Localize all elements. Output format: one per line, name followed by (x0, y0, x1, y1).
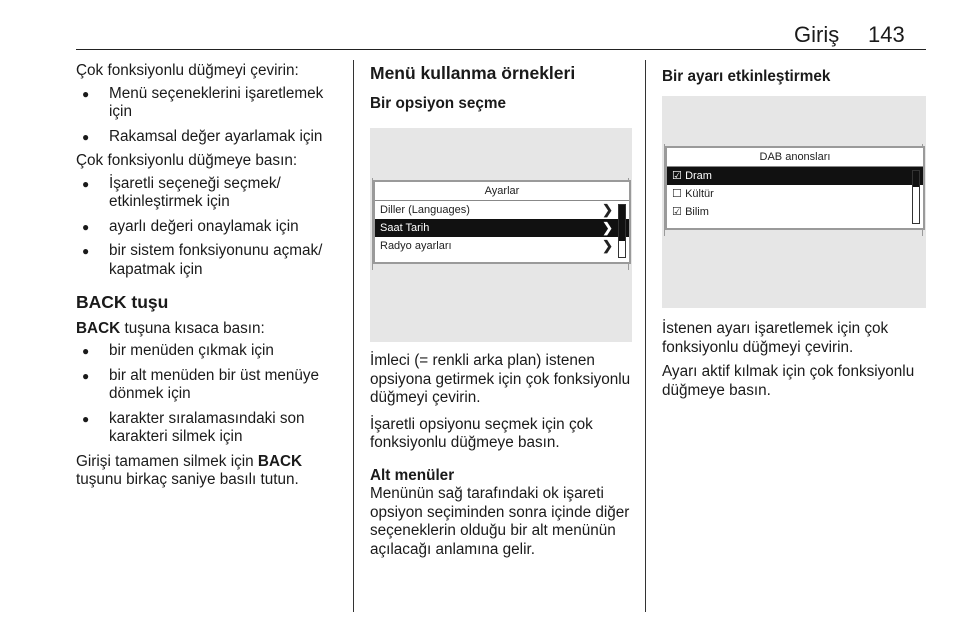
menu-title: Ayarlar (375, 182, 629, 201)
column-1 (76, 62, 338, 490)
dab-screen-image (662, 96, 926, 308)
back-intro (76, 320, 338, 339)
back-hold-text (76, 453, 338, 490)
page-number: 143 (868, 22, 905, 47)
menu-item-label: Radyo ayarları (380, 240, 452, 252)
mark-instruction: İstenen ayarı işaretlemek için çok fonksiyonlu düğmeyi çevirin. (662, 320, 889, 356)
section-title: Giriş (794, 22, 840, 47)
column-divider (645, 60, 646, 612)
menu-item-languages (375, 201, 629, 219)
column-divider (353, 60, 354, 612)
scrollbar-thumb (619, 205, 625, 241)
menu-item-label: Dram (685, 170, 712, 182)
list-item: ● Menü seçeneklerini işaretlemek için (76, 85, 338, 122)
list-item: ● karakter sıralamasındaki son karakteri silmek için (76, 410, 338, 447)
chevron-right-icon: ❯ (602, 238, 613, 253)
back-heading: BACK tuşu (76, 292, 169, 312)
scrollbar (618, 204, 626, 258)
column-3-text (662, 320, 928, 400)
back-list (76, 342, 338, 447)
back-intro-text: tuşuna kısaca basın: (120, 319, 265, 337)
chevron-right-icon: ❯ (602, 220, 613, 235)
rotate-intro: Çok fonksiyonlu düğmeyi çevirin: (76, 62, 299, 79)
settings-menu (373, 180, 631, 264)
select-instruction: İşaretli opsiyonu seçmek için çok fonksiyonlu düğmeye basın. (370, 415, 593, 451)
list-item: ● bir sistem fonksiyonunu açmak/ kapatmak için (76, 242, 338, 279)
list-item: ● bir alt menüden bir üst menüye dönmek için (76, 367, 338, 404)
back-key-label: BACK (76, 319, 121, 337)
checkbox-empty-icon: ☐ (672, 188, 682, 200)
menu-item-label: Bilim (685, 206, 709, 218)
list-item: ● ayarlı değeri onaylamak için (76, 218, 338, 237)
list-item: ● Rakamsal değer ayarlamak için (76, 128, 338, 147)
menu-item-time-date (375, 219, 629, 237)
menu-item-label: Saat Tarih (380, 222, 430, 234)
header-rule (76, 49, 926, 50)
page-header (0, 0, 960, 50)
menu-item-drama (667, 167, 923, 185)
column-2 (370, 62, 632, 113)
press-list (76, 175, 338, 280)
submenu-heading: Alt menüler (370, 466, 455, 484)
menu-item-culture (667, 185, 923, 203)
dab-menu (665, 146, 925, 230)
column-3 (662, 62, 928, 87)
menu-title: DAB anonsları (667, 148, 923, 167)
back-hold-part: Girişi tamamen silmek için (76, 452, 258, 470)
activate-heading: Bir ayarı etkinleştirmek (662, 68, 831, 85)
scrollbar (912, 170, 920, 224)
checkbox-checked-icon: ☑ (672, 170, 682, 182)
menu-item-label: Kültür (685, 188, 714, 200)
select-option-heading: Bir opsiyon seçme (370, 94, 507, 112)
checkbox-checked-icon: ☑ (672, 206, 682, 218)
list-item: ● bir menüden çıkmak için (76, 342, 338, 361)
list-item: ● İşaretli seçeneği seçmek/ etkinleştirmek için (76, 175, 338, 212)
back-hold-part: tuşunu birkaç saniye basılı tutun. (76, 471, 299, 488)
menu-item-radio-settings (375, 237, 629, 255)
scrollbar-thumb (913, 171, 919, 187)
back-key-label: BACK (257, 452, 303, 470)
menu-item-science (667, 203, 923, 221)
press-intro: Çok fonksiyonlu düğmeye basın: (76, 152, 298, 169)
examples-heading: Menü kullanma örnekleri (370, 63, 576, 83)
rotate-list (76, 85, 338, 147)
activate-instruction: Ayarı aktif kılmak için çok fonksiyonlu düğmeye basın. (662, 363, 915, 399)
menu-item-label: Diller (Languages) (380, 204, 470, 216)
chevron-right-icon: ❯ (602, 202, 613, 217)
column-2-text (370, 352, 632, 559)
cursor-instruction: İmleci (= renkli arka plan) istenen opsiyona getirmek için çok fonksiyonlu düğmeyi çevirin. (370, 352, 631, 406)
settings-screen-image (370, 128, 632, 342)
submenu-text: Menünün sağ tarafındaki ok işareti opsiyon seçiminden sonra içinde diğer seçeneklerin olduğu bir alt menünün açılacağı anlamına gelir. (370, 485, 630, 558)
